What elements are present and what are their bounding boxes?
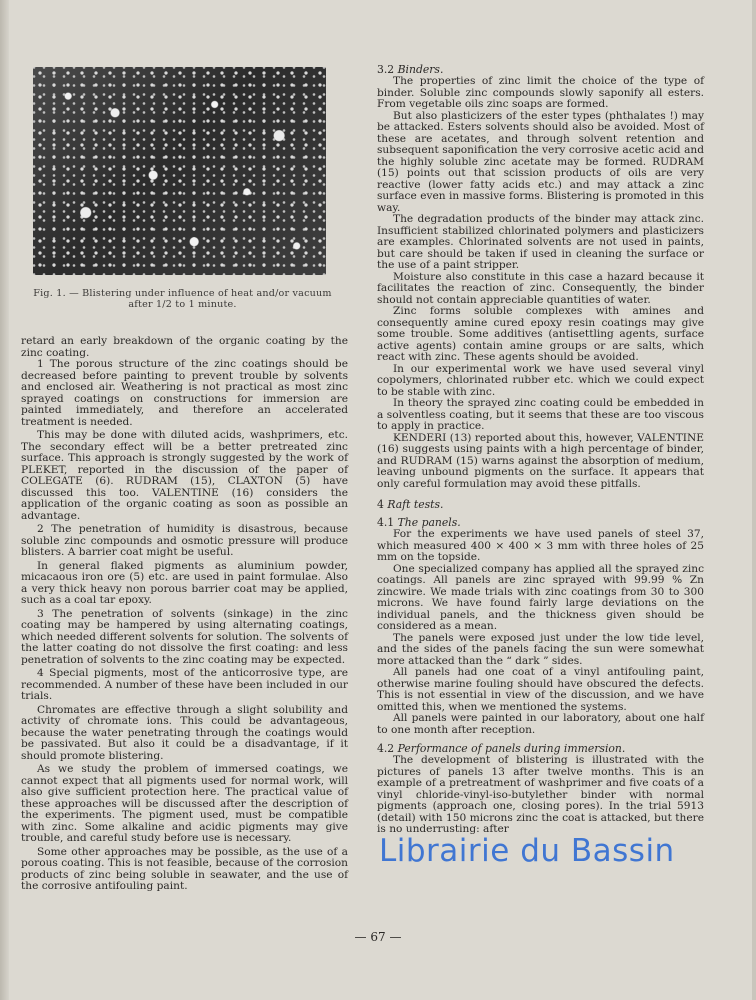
paragraph: The properties of zinc limit the choice of the type of binder. Soluble zinc compounds slowly saponify all esters. From vegetable oils zinc soaps are formed. [377, 75, 704, 110]
page-edge-right [752, 0, 756, 1000]
paragraph: 4 Special pigments, most of the anticorrosive type, are recommended. A number of these have been included in our trials. [21, 667, 348, 702]
page-number: — 67 — [354, 930, 402, 944]
paragraph: The panels were exposed just under the low tide level, and the sides of the panels facing the sun were somewhat more attacked than the “ dark ” sides. [377, 631, 704, 667]
paragraph: But also plasticizers of the ester types (phthalates !) may be attacked. Esters solvents should also be avoided. Most of these are acetates, and through solvent retention and subsequent saponification the very corrosive acetic acid and the highly soluble zinc acetate may be formed. RUDRAM (15) points out that scission products of oils are very reactive (lower fatty acids etc.) and may attack a zinc surface even in massive forms. Blistering is promoted in this way. [377, 109, 704, 214]
right-column [377, 63, 704, 836]
figure-blistering-photo [33, 67, 326, 275]
section-title: Binders. [397, 63, 444, 76]
page-edge-left [0, 0, 9, 1000]
section-heading-raft-tests [377, 498, 704, 511]
section-title: The panels. [397, 516, 461, 529]
paragraph: In general flaked pigments as aluminium powder, micacaous iron ore (5) etc. are used in paint formulae. Also a very thick heavy non porous barrier coat may be applied, such as a coal tar epoxy. [21, 559, 348, 606]
paragraph: As we study the problem of immersed coatings, we cannot expect that all pigments used for normal work, will also give sufficient protection here. The practical value of these approaches will be discussed after the description of the experiments. The pigment used, must be compatible with zinc. Some alkaline and acidic pigments may give trouble, and careful study before use is necessary. [21, 763, 348, 844]
left-column [21, 336, 348, 893]
section-title: Performance of panels during immersion. [397, 742, 626, 755]
paragraph: Some other approaches may be possible, as the use of a porous coating. This is not feasible, because of the corrosion products of zinc being soluble in seawater, and the use of the corrosive antifouling paint. [21, 845, 348, 892]
section-number: 3.2 [377, 63, 395, 76]
paragraph: 3 The penetration of solvents (sinkage) in the zinc coating may be hampered by using alternating coatings, which needed different solvents for solution. The solvents of the latter coating do not dissolve the first coating: and less penetration of solvents to the zinc coating may be expected. [21, 607, 348, 666]
paragraph: 2 The penetration of humidity is disastrous, because soluble zinc compounds and osmotic pressure will produce blisters. A barrier coat might be useful. [21, 523, 348, 558]
paragraph: The degradation products of the binder may attack zinc. Insufficient stabilized chlorinated polymers and plasticizers are examples. Chlorinated solvents are not used in paints, but care should be taken if used in cleaning the surface or the use of a paint stripper. [377, 213, 704, 271]
paragraph: KENDERI (13) reported about this, however, VALENTINE (16) suggests using paints with a high percentage of binder, and RUDRAM (15) warns against the absorption of medium, leaving unbound pigments on the surface. It appears that only careful formulation may avoid these pitfalls. [377, 431, 704, 490]
paragraph: For the experiments we have used panels of steel 37, which measured 400 × 400 × 3 mm with three holes of 25 mm on the topside. [377, 528, 704, 563]
paragraph: The development of blistering is illustrated with the pictures of panels 13 after twelve months. This is an example of a pretreatment of washprimer and five coats of a vinyl chloride-vinyl-iso-butylether binder with normal pigments (approach one, closing pores). In the trial 5913 (detail) with 150 microns zinc the coat is attacked, but there is no underrusting: after [377, 754, 704, 835]
paragraph: In theory the sprayed zinc coating could be embedded in a solventless coating, but it seems that these are too viscous to apply in practice. [377, 397, 704, 432]
section-title: Raft tests. [387, 498, 444, 511]
paragraph: This may be done with diluted acids, washprimers, etc. The secondary effect will be a better pretreated zinc surface. This approach is strongly suggested by the work of PLEKET, reported in the discussion of the paper of COLEGATE (6). RUDRAM (15), CLAXTON (5) have discussed this too. VALENTINE (16) considers the application of the organic coating as soon as possible an advantage. [21, 429, 348, 522]
figure-caption: Fig. 1. — Blistering under influence of heat and/or vacuum after 1/2 to 1 minute. [33, 288, 332, 310]
paragraph: Chromates are effective through a slight solubility and activity of chromate ions. This could be advantageous, because the water penetrating through the coatings would be passivated. But also it could be a disadvantage, if it should promote blistering. [21, 703, 348, 762]
paragraph: One specialized company has applied all the sprayed zinc coatings. All panels are zinc sprayed with 99.99 % Zn zincwire. We made trials with zinc coatings from 30 to 300 microns. We have found fairly large deviations on the individual panels, and the thickness given should be considered as a mean. [377, 562, 704, 632]
paragraph: 1 The porous structure of the zinc coatings should be decreased before painting to prevent trouble by solvents and enclosed air. Weathering is not practical as most zinc sprayed coatings on constructions for immersion are painted immediately, and therefore an accelerated treatment is needed. [21, 358, 348, 428]
section-number: 4 [377, 498, 384, 511]
section-number: 4.1 [377, 516, 395, 529]
paragraph: Moisture also constitute in this case a hazard because it facilitates the reaction of zinc. Consequently, the binder should not contain appreciable quantities of water. [377, 270, 704, 306]
paragraph: In our experimental work we have used several vinyl copolymers, chlorinated rubber etc. which we could expect to be stable with zinc. [377, 362, 704, 398]
paragraph: Zinc forms soluble complexes with amines and consequently amine cured epoxy resin coatings may give some trouble. Some additives (antisettling agents, surface active agents) contain amine groups or are salts, which react with zinc. These agents should be avoided. [377, 305, 704, 363]
section-number: 4.2 [377, 742, 395, 755]
paragraph: All panels had one coat of a vinyl antifouling paint, otherwise marine fouling should have obscured the defects. This is not essential in view of the discussion, and we have omitted this, when we mentioned the systems. [377, 666, 704, 713]
paragraph: All panels were painted in our laboratory, about one half to one month after reception. [377, 712, 704, 736]
watermark: Librairie du Bassin [379, 833, 675, 869]
paragraph: retard an early breakdown of the organic coating by the zinc coating. [21, 335, 348, 359]
